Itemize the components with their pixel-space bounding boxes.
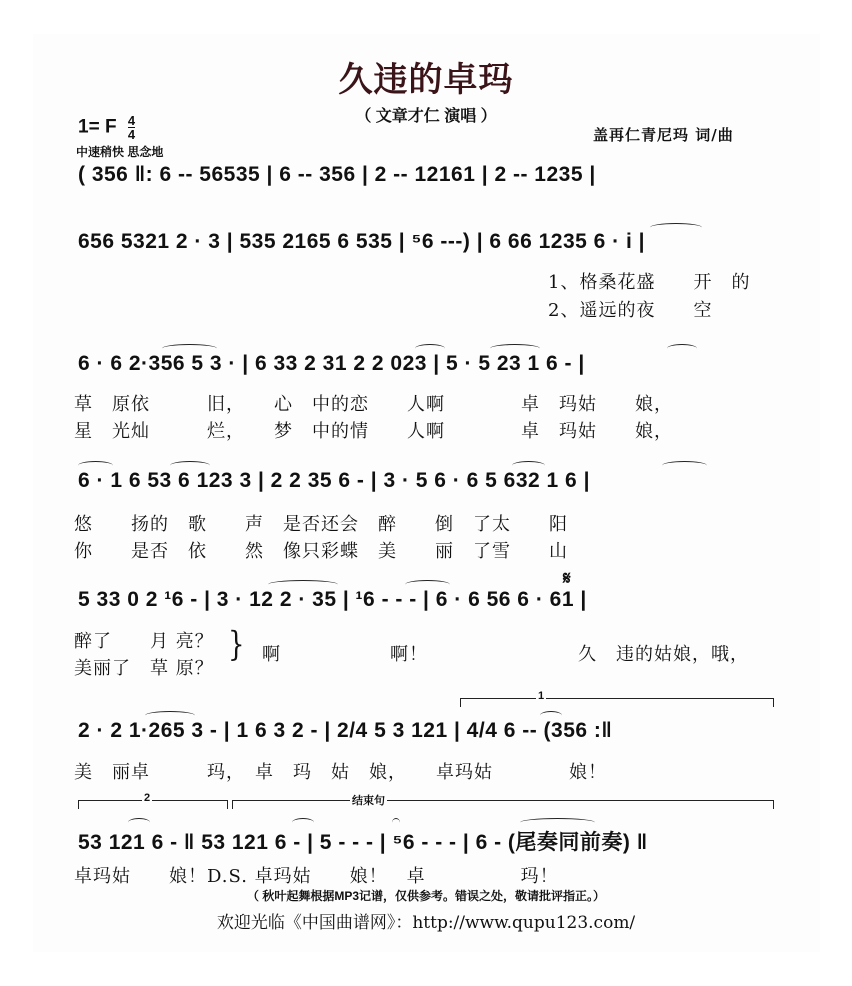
slur-mark: [405, 580, 450, 589]
time-sig-top: 4: [127, 113, 136, 128]
lyrics-line-7: 卓玛姑 娘！D.S. 卓玛姑 娘！ 卓 玛！: [74, 866, 559, 887]
tempo-marking: 中速稍快 思念地: [76, 145, 164, 159]
lyrics-line-6: 美 丽卓 玛， 卓 玛 姑 娘， 卓玛姑 娘！: [74, 762, 607, 783]
slur-mark: [662, 461, 707, 470]
notation-line-7: 53 121 6 - ‖ 53 121 6 - | 5 - - - | ⁵6 - - - | 6 - (尾奏同前奏) ‖: [78, 831, 648, 854]
slur-mark: [128, 818, 150, 827]
lyrics-line-2-verse-2: 2、遥远的夜 空: [548, 300, 713, 321]
segno-icon: 𝄋: [563, 568, 571, 588]
slur-mark: [667, 344, 697, 353]
notation-line-4: 6 · 1 6 53 6 123 3 | 2 2 35 6 - | 3 · 5 6 · 6 5 632 1 6 |: [78, 469, 590, 492]
slur-mark: [650, 223, 702, 232]
volta-label-2: 2: [144, 792, 151, 804]
slur-mark: [540, 711, 562, 720]
lyrics-line-2-verse-1: 1、格桑花盛 开 的: [548, 272, 751, 293]
slur-mark: [415, 344, 445, 353]
notation-line-5: 5 33 0 2 ¹6 - | 3 · 12 2 · 35 | ¹6 - - - | 6 · 6 56 6 · 61 |: [78, 588, 587, 611]
lyrics-ah-1: 啊: [262, 644, 281, 665]
ending-bracket: [232, 800, 774, 809]
slur-mark: [512, 461, 545, 470]
lyrics-ah-2: 啊！: [390, 644, 428, 665]
volta-bracket-2: [78, 800, 228, 809]
notation-line-6: 2 · 2 1·265 3 - | 1 6 3 2 - | 2/4 5 3 121 | 4/4 6 -- (356 :‖: [78, 719, 613, 742]
notation-line-2: 656 5321 2 · 3 | 535 2165 6 535 | ⁵6 ---) | 6 66 1235 6 · i |: [78, 230, 646, 253]
author-credit: 盖再仁青尼玛 词/曲: [593, 126, 734, 144]
site-credit: 欢迎光临《中国曲谱网》：http://www.qupu123.com/: [216, 913, 636, 933]
lyrics-line-5-verse-2: 美丽了 草 原？: [74, 658, 214, 679]
lyrics-line-3-verse-2: 星 光灿 烂， 梦 中的情 人啊 卓 玛姑 娘，: [74, 421, 673, 442]
lyrics-line-4-verse-2: 你 是否 依 然 像只彩蝶 美 丽 了雪 山: [74, 541, 568, 562]
slur-mark: [145, 711, 195, 720]
lyrics-line-5-verse-1: 醉了 月 亮？: [74, 631, 214, 652]
slur-mark: [162, 344, 217, 353]
key-signature: [78, 114, 135, 141]
song-title: 久违的卓玛: [338, 61, 514, 99]
volta-label-1: 1: [538, 690, 545, 702]
slur-mark: [490, 344, 540, 353]
transcriber-note: （ 秋叶起舞根据MP3记谱，仅供参考。错误之处，敬请批评指正。）: [246, 889, 605, 903]
volta-bracket-1: [460, 698, 774, 707]
lyrics-brace: }: [228, 625, 246, 665]
notation-line-3: 6 · 6 2·356 5 3 · | 6 33 2 31 2 2 023 | 5 · 5 23 1 6 - |: [78, 352, 585, 375]
slur-mark: [78, 461, 113, 470]
lyrics-line-4-verse-1: 悠 扬的 歌 声 是否还会 醉 倒 了太 阳: [74, 514, 568, 535]
ending-label: 结束句: [350, 792, 387, 808]
lyrics-line-5-chorus: 久 违的姑娘，哦，: [578, 644, 749, 665]
slur-mark: [268, 580, 338, 589]
time-signature: [128, 114, 135, 141]
singer-credit: （ 文章才仁 演唱 ）: [355, 108, 497, 125]
slur-mark: [292, 818, 314, 827]
key-label: 1= F: [78, 116, 117, 138]
slur-mark: [520, 818, 595, 827]
fermata-icon: [392, 818, 400, 827]
notation-line-1: ( 356 ‖: 6 -- 56535 | 6 -- 356 | 2 -- 12161 | 2 -- 1235 |: [78, 163, 596, 186]
time-sig-bottom: 4: [127, 127, 136, 142]
lyrics-line-3-verse-1: 草 原依 旧， 心 中的恋 人啊 卓 玛姑 娘，: [74, 394, 673, 415]
slur-mark: [170, 461, 210, 470]
